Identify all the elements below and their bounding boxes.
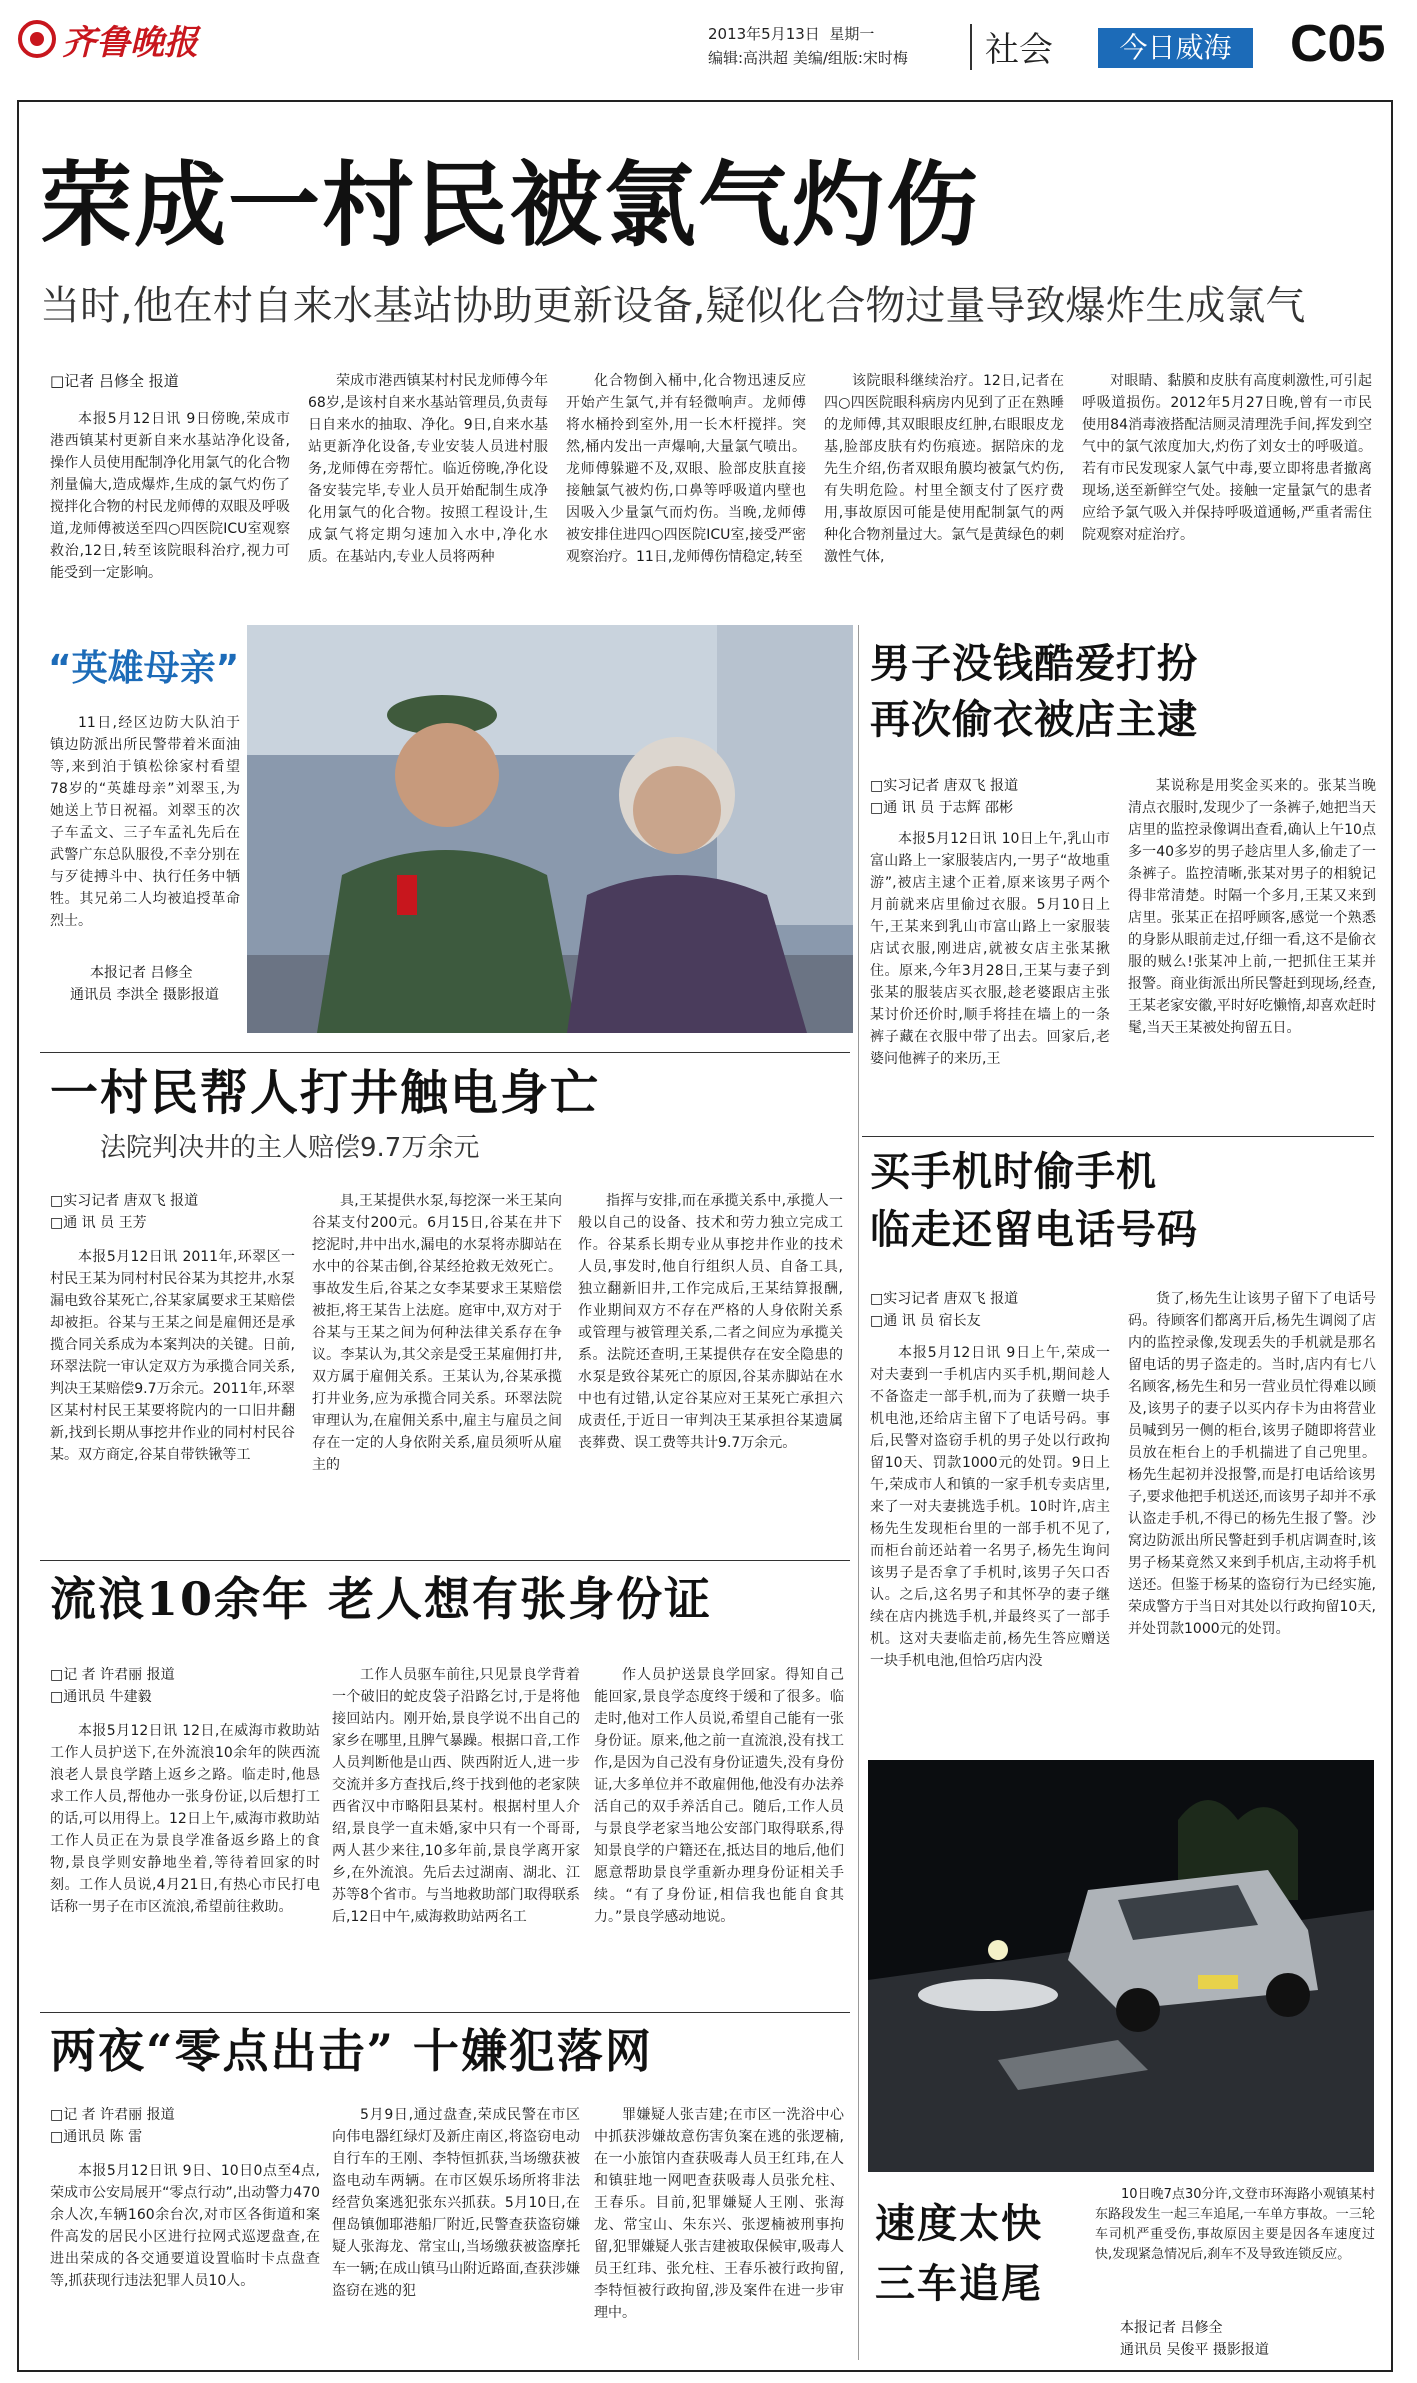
- phone-byline-1: □实习记者 唐双飞 报道: [870, 1291, 1019, 1307]
- lead-column-4: 该院眼科继续治疗。12日,记者在四○四医院眼科病房内见到了正在熟睡的龙师傅,其双眼眼皮红肿,右眼眼皮龙基,脸部皮肤有灼伤痕迹。据陪床的龙先生介绍,伤者双眼角膜均被氯气灼伤,有失明危险。村里全额支付了医疗费用,事故原因可能是使用配制氯气的两种化合物剂量过大。氯气是黄绿色的刺激性气体,: [824, 373, 1064, 565]
- id-column-2: 工作人员驱车前往,只见景良学背着一个破旧的蛇皮袋子沿路乞讨,于是将他接回站内。刚开始,景良学说不出自己的家乡在哪里,且脾气暴躁。根据口音,工作人员判断他是山西、陕西附近人,进一步交流并多方查找后,终于找到他的老家陕西省汉中市略阳县某村。根据村里人介绍,景良学一直未婚,家中只有一个哥哥,两人甚少来往,10多年前,景良学离开家乡,在外流浪。先后去过湖南、湖北、江苏等8个省市。与当地救助部门取得联系后,12日中午,威海救助站两名工: [332, 1667, 580, 1925]
- crash-headline-line2: 三车追尾: [875, 2260, 1043, 2307]
- rule-above-phone: [862, 1136, 1374, 1137]
- hero-caption: 11日,经区边防大队泊于镇边防派出所民警带着米面油等,来到泊于镇松徐家村看望78岁的“英雄母亲”刘翠玉,为她送上节日祝福。刘翠玉的次子车孟文、三子车孟礼先后在武警广东总队服役,不幸分别在与歹徒搏斗中、执行任务中牺牲。其兄弟二人均被追授革命烈士。: [50, 715, 240, 929]
- hero-credit-photo: 通讯员 李洪全 摄影报道: [70, 987, 219, 1003]
- section-name: 社会: [985, 30, 1053, 70]
- well-subhead: 法院判决井的主人赔偿9.7万余元: [100, 1133, 480, 1163]
- clothes-byline-1: □实习记者 唐双飞 报道: [870, 778, 1019, 794]
- raid-byline-1: □记 者 许君丽 报道: [50, 2107, 175, 2123]
- phone-byline-2: □通 讯 员 宿长友: [870, 1313, 981, 1329]
- well-column-1: 本报5月12日讯 2011年,环翠区一村民王某为同村村民谷某为其挖井,水泵漏电致谷某死亡,谷某家属要求王某赔偿却被拒。谷某与王某之间是雇佣还是承揽合同关系成为本案判决的关键。日前,环翠法院一审认定双方为承揽合同关系,判决王某赔偿9.7万余元。2011年,环翠区某村村民王某要将院内的一口旧井翻新,找到长期从事挖井作业的同村村民谷某。双方商定,谷某自带铁锹等工: [50, 1249, 295, 1463]
- phone-headline-line1: 买手机时偷手机: [870, 1148, 1157, 1195]
- lead-column-5: 对眼睛、黏膜和皮肤有高度刺激性,可引起呼吸道损伤。2012年5月27日晚,曾有一市民使用84消毒液搭配洁厕灵清理洗手间,挥发到空气中的氯气浓度加大,灼伤了刘女士的呼吸道。若有市民发现家人氯气中毒,要立即将患者撤离现场,送至新鲜空气处。接触一定量氯气的患者应给予氯气吸入并保持呼吸道通畅,严重者需住院观察对症治疗。: [1082, 373, 1372, 543]
- hero-credit-reporter: 本报记者 吕修全: [90, 965, 193, 981]
- lead-column-2: 荣成市港西镇某村村民龙师傅今年68岁,是该村自来水基站管理员,负责每日自来水的抽取、净化。9日,自来水基站更新净化设备,专业安装人员进村服务,龙师傅在旁帮忙。临近傍晚,净化设备安装完毕,专业人员开始配制生成净化用氯气的化合物。按照工程设计,生成氯气将定期匀速加入水中,净化水质。在基站内,专业人员将两种: [308, 373, 548, 565]
- column-divider: [858, 625, 859, 2360]
- hero-photo-illustration: [247, 625, 853, 1033]
- raid-column-3: 罪嫌疑人张吉建;在市区一洗浴中心中抓获涉嫌故意伤害负案在逃的张逻楠,在一小旅馆内查获吸毒人员王红玮,在人和镇驻地一网吧查获吸毒人员张允柱、王春乐。目前,犯罪嫌疑人王刚、张海龙、常宝山、朱东兴、张逻楠被刑事拘留,犯罪嫌疑人张吉建被取保候审,吸毒人员王红玮、张允柱、王春乐被行政拘留,李特恒被行政拘留,涉及案件在进一步审理中。: [594, 2107, 844, 2321]
- rule-above-id: [40, 1560, 850, 1561]
- crash-photo-illustration: [868, 1760, 1374, 2172]
- clothes-column-2: 某说称是用奖金买来的。张某当晚清点衣服时,发现少了一条裤子,她把当天店里的监控录像调出查看,确认上午10点多一40多岁的男子趁店里人多,偷走了一条裤子。监控清晰,张某对男子的相貌记得非常清楚。时隔一个多月,王某又来到店里。张某正在招呼顾客,感觉一个熟悉的身影从眼前走过,仔细一看,这不是偷衣服的贼么!张某冲上前,一把抓住王某并报警。商业街派出所民警赶到现场,经查,王某老家安徽,平时好吃懒惰,却喜欢赶时髦,当天王某被处拘留五日。: [1128, 778, 1376, 1036]
- hero-title: “英雄母亲”: [48, 648, 240, 689]
- lead-headline: 荣成一村民被氯气灼伤: [40, 151, 981, 259]
- lead-subhead: 当时,他在村自来水基站协助更新设备,疑似化合物过量导致爆炸生成氯气: [40, 283, 1306, 329]
- well-byline-1: □实习记者 唐双飞 报道: [50, 1193, 199, 1209]
- crash-credit-reporter: 本报记者 吕修全: [1120, 2320, 1223, 2336]
- page-number: C05: [1290, 15, 1386, 73]
- well-byline-2: □通 讯 员 王芳: [50, 1215, 147, 1231]
- lead-column-1: 本报5月12日讯 9日傍晚,荣成市港西镇某村更新自来水基站净化设备,操作人员使用配制净化用氯气的化合物剂量偏大,造成爆炸,生成的氯气灼伤了搅拌化合物的村民龙师傅的双眼及呼吸道,龙师傅被送至四○四医院ICU室观察救治,12日,转至该院眼科治疗,视力可能受到一定影响。: [50, 411, 290, 581]
- masthead-name: 齐鲁晚报: [62, 22, 198, 63]
- masthead: [18, 14, 218, 64]
- issue-date: 2013年5月13日: [708, 25, 820, 43]
- crash-caption: 10日晚7点30分许,文登市环海路小观镇某村东路段发生一起三车追尾,一车单方事故。一三轮车司机严重受伤,事故原因主要是因各车速度过快,发现紧急情况后,刹车不及导致连锁反应。: [1095, 2187, 1375, 2262]
- header-divider: [970, 24, 972, 70]
- clothes-byline-2: □通 讯 员 于志辉 邵彬: [870, 800, 1014, 816]
- well-column-2: 具,王某提供水泵,每挖深一米王某向谷某支付200元。6月15日,谷某在井下挖泥时,井中出水,漏电的水泵将赤脚站在水中的谷某击倒,谷某经抢救无效死亡。事故发生后,谷某之女李某要求王某赔偿被拒,将王某告上法庭。庭审中,双方对于谷某与王某之间为何种法律关系存在争议。李某认为,其父亲是受王某雇佣打井,双方属于雇佣关系。王某认为,谷某承揽打井业务,应为承揽合同关系。环翠法院审理认为,在雇佣关系中,雇主与雇员之间存在一定的人身依附关系,雇员须听从雇主的: [312, 1193, 562, 1473]
- lead-column-3: 化合物倒入桶中,化合物迅速反应开始产生氯气,并有轻微响声。龙师傅将水桶拎到室外,用一长木杆搅拌。突然,桶内发出一声爆响,大量氯气喷出。龙师傅躲避不及,双眼、脸部皮肤直接接触氯气被灼伤,口鼻等呼吸道内壁也因吸入少量氯气而灼伤。当晚,龙师傅被安排住进四○四医院ICU室,接受严密观察治疗。11日,龙师傅伤情稳定,转至: [566, 373, 806, 565]
- id-byline-2: □通讯员 牛建毅: [50, 1689, 152, 1705]
- crash-photo: [868, 1760, 1374, 2172]
- id-column-3: 作人员护送景良学回家。得知自己能回家,景良学态度终于缓和了很多。临走时,他对工作人员说,希望自己能有一张身份证。原来,他之前一直流浪,没有找工作,是因为自己没有身份证遗失,没有身份证,大多单位并不敢雇佣他,他没有办法养活自己的双手养活自己。随后,工作人员与景良学老家当地公安部门取得联系,得知景良学的户籍还在,抵达目的地后,他们愿意帮助景良学重新办理身份证相关手续。“有了身份证,相信我也能自食其力。”景良学感动地说。: [594, 1667, 844, 1925]
- well-column-3: 指挥与安排,而在承揽关系中,承揽人一般以自己的设备、技术和劳力独立完成工作。谷某系长期专业从事挖井作业的技术人员,事发时,他自行组织人员、自备工具,独立翻新旧井,工作完成后,王某结算报酬,作业期间双方不存在严格的人身依附关系或管理与被管理关系,二者之间应为承揽关系。法院还查明,王某提供存在安全隐患的水泵是致谷某死亡的原因,谷某赤脚站在水中也有过错,认定谷某应对王某死亡承担六成责任,于近日一审判决王某承担谷某遗属丧葬费、误工费等共计9.7万余元。: [578, 1193, 843, 1451]
- raid-headline: 两夜“零点出击” 十嫌犯落网: [50, 2024, 653, 2078]
- id-headline: 流浪10余年 老人想有张身份证: [50, 1572, 713, 1626]
- phone-headline-line2: 临走还留电话号码: [870, 1206, 1198, 1253]
- raid-column-1: 本报5月12日讯 9日、10日0点至4点,荣成市公安局展开“零点行动”,出动警力470余人次,车辆160余台次,对市区各街道和案件高发的居民小区进行拉网式巡逻盘查,在进出荣成的各交通要道设置临时卡点盘查等,抓获现行违法犯罪人员10人。: [50, 2163, 320, 2289]
- hero-photo: [247, 625, 853, 1033]
- crash-credit-photo: 通讯员 吴俊平 摄影报道: [1120, 2342, 1269, 2358]
- raid-column-2: 5月9日,通过盘查,荣成民警在市区向伟电器红绿灯及新庄南区,将盗窃电动自行车的王刚、李特恒抓获,当场缴获被盗电动车两辆。在市区娱乐场所将非法经营负案逃犯张东兴抓获。5月10日,在俚岛镇伽耶港船厂附近,民警查获盗窃嫌疑人张海龙、常宝山,当场缴获被盗摩托车一辆;在成山镇马山附近路面,查获涉嫌盗窃在逃的犯: [332, 2107, 580, 2299]
- rule-above-well: [40, 1052, 850, 1053]
- phone-column-1: 本报5月12日讯 9日上午,荣成一对夫妻到一手机店内买手机,期间趁人不备盗走一部手机,而为了获赠一块手机电池,还给店主留下了电话号码。事后,民警对盗窃手机的男子处以行政拘留10天、罚款1000元的处罚。9日上午,荣成市人和镇的一家手机专卖店里,来了一对夫妻挑选手机。10时许,店主杨先生发现柜台里的一部手机不见了,而柜台前还站着一名男子,杨先生询问该男子是否拿了手机时,该男子矢口否认。之后,这名男子和其怀孕的妻子继续在店内挑选手机,并最终买了一部手机。这对夫妻临走前,杨先生答应赠送一块手机电池,但恰巧店内没: [870, 1345, 1110, 1669]
- editor-credit: 编辑:高洪超 美编/组版:宋时梅: [708, 49, 908, 67]
- clothes-headline-line2: 再次偷衣被店主逮: [870, 696, 1198, 743]
- lead-byline: □记者 吕修全 报道: [50, 372, 179, 390]
- header-info: [708, 22, 908, 70]
- rule-above-raid: [40, 2012, 850, 2013]
- crash-headline-line1: 速度太快: [875, 2200, 1043, 2247]
- clothes-column-1: 本报5月12日讯 10日上午,乳山市富山路上一家服装店内,一男子“故地重游”,被店主逮个正着,原来该男子两个月前就来店里偷过衣服。5月10日上午,王某来到乳山市富山路上一家服装店试衣服,刚进店,就被女店主张某揪住。原来,今年3月28日,王某与妻子到张某的服装店买衣服,趁老婆跟店主张某讨价还价时,顺手将挂在墙上的一条裤子藏在衣服中带了出去。回家后,老婆问他裤子的来历,王: [870, 831, 1110, 1067]
- id-byline-1: □记 者 许君丽 报道: [50, 1667, 175, 1683]
- subsection-badge: 今日威海: [1098, 28, 1253, 68]
- raid-byline-2: □通讯员 陈 雷: [50, 2129, 143, 2145]
- phone-column-2: 货了,杨先生让该男子留下了电话号码。待顾客们都离开后,杨先生调阅了店内的监控录像,发现丢失的手机就是那名留电话的男子盗走的。当时,店内有七八名顾客,杨先生和另一营业员忙得难以顾及,该男子的妻子以买内存卡为由将营业员喊到另一侧的柜台,该男子随即将营业员放在柜台上的手机揣进了自己兜里。杨先生起初并没报警,而是打电话给该男子,要求他把手机送还,而该男子却并不承认盗走手机,不得已的杨先生报了警。沙窝边防派出所民警赶到手机店调查时,该男子杨某竟然又来到手机店,主动将手机送还。但鉴于杨某的盗窃行为已经实施,荣成警方于当日对其处以行政拘留10天,并处罚款1000元的处罚。: [1128, 1291, 1376, 1637]
- clothes-headline-line1: 男子没钱酷爱打扮: [870, 640, 1198, 687]
- id-column-1: 本报5月12日讯 12日,在威海市救助站工作人员护送下,在外流浪10余年的陕西流浪老人景良学踏上返乡之路。临走时,他恳求工作人员,帮他办一张身份证,以后想打工的话,可以用得上。12日上午,威海市救助站工作人员正在为景良学准备返乡路上的食物,景良学则安静地坐着,等待着回家的时刻。工作人员说,4月21日,有热心市民打电话称一男子在市区流浪,希望前往救助。: [50, 1723, 320, 1915]
- issue-weekday: 星期一: [829, 25, 875, 43]
- well-headline: 一村民帮人打井触电身亡: [50, 1065, 601, 1121]
- newspaper-logo-icon: [18, 20, 56, 58]
